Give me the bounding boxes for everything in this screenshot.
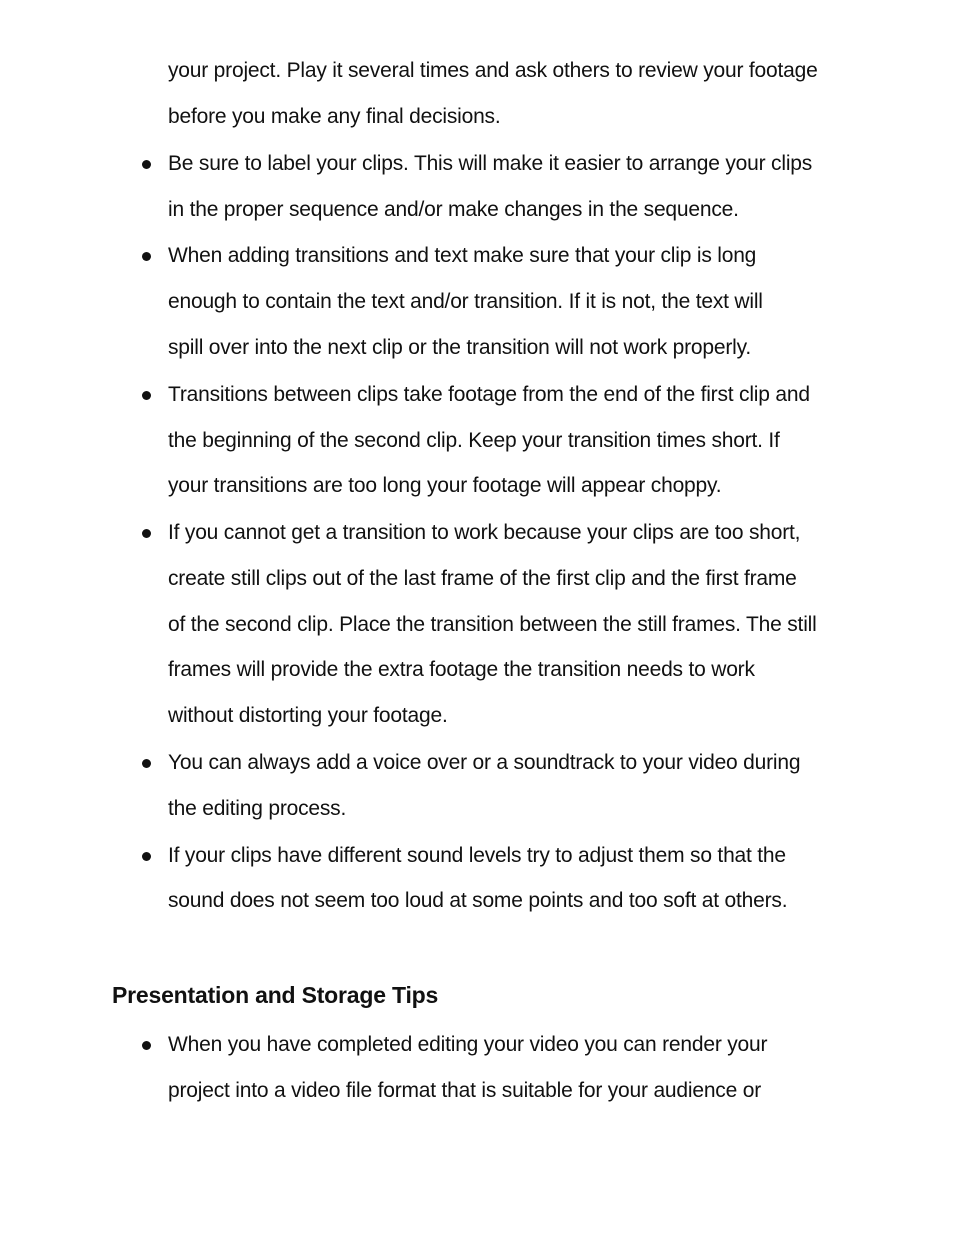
bullet-line: the beginning of the second clip. Keep your transition times short. If — [168, 429, 780, 452]
bullet-line: When adding transitions and text make sure that your clip is long — [168, 244, 757, 267]
bullet-line: If your clips have different sound levels try to adjust them so that the — [168, 844, 786, 867]
bullet-line: Transitions between clips take footage from the end of the first clip and — [168, 383, 810, 406]
bullet-icon — [142, 391, 151, 400]
bullet-line: frames will provide the extra footage the transition needs to work — [168, 658, 755, 681]
bullet-line: without distorting your footage. — [168, 704, 448, 727]
bullet-line: project into a video file format that is suitable for your audience or — [168, 1079, 761, 1102]
bullet-line: You can always add a voice over or a soundtrack to your video during — [168, 751, 801, 774]
bullet-line: in the proper sequence and/or make changes in the sequence. — [168, 198, 739, 221]
continuation-line: before you make any final decisions. — [168, 105, 501, 128]
continuation-line: your project. Play it several times and ask others to review your footage — [168, 59, 818, 82]
bullet-icon — [142, 759, 151, 768]
section-heading: Presentation and Storage Tips — [112, 982, 439, 1008]
bullet-line: create still clips out of the last frame of the first clip and the first frame — [168, 567, 797, 590]
bullet-icon — [142, 529, 151, 538]
bullet-icon — [142, 1041, 151, 1050]
bullet-line: When you have completed editing your video you can render your — [168, 1033, 768, 1056]
bullet-icon — [142, 252, 151, 261]
bullet-icon — [142, 852, 151, 861]
bullet-line: Be sure to label your clips. This will make it easier to arrange your clips — [168, 152, 813, 175]
bullet-line: of the second clip. Place the transition between the still frames. The still — [168, 613, 817, 636]
bullet-line: sound does not seem too loud at some points and too soft at others. — [168, 889, 788, 912]
bullet-line: If you cannot get a transition to work because your clips are too short, — [168, 521, 801, 544]
bullet-line: spill over into the next clip or the transition will not work properly. — [168, 336, 752, 359]
bullet-line: enough to contain the text and/or transition. If it is not, the text will — [168, 290, 763, 313]
bullet-line: your transitions are too long your footage will appear choppy. — [168, 474, 722, 497]
bullet-line: the editing process. — [168, 797, 347, 820]
bullet-icon — [142, 160, 151, 169]
